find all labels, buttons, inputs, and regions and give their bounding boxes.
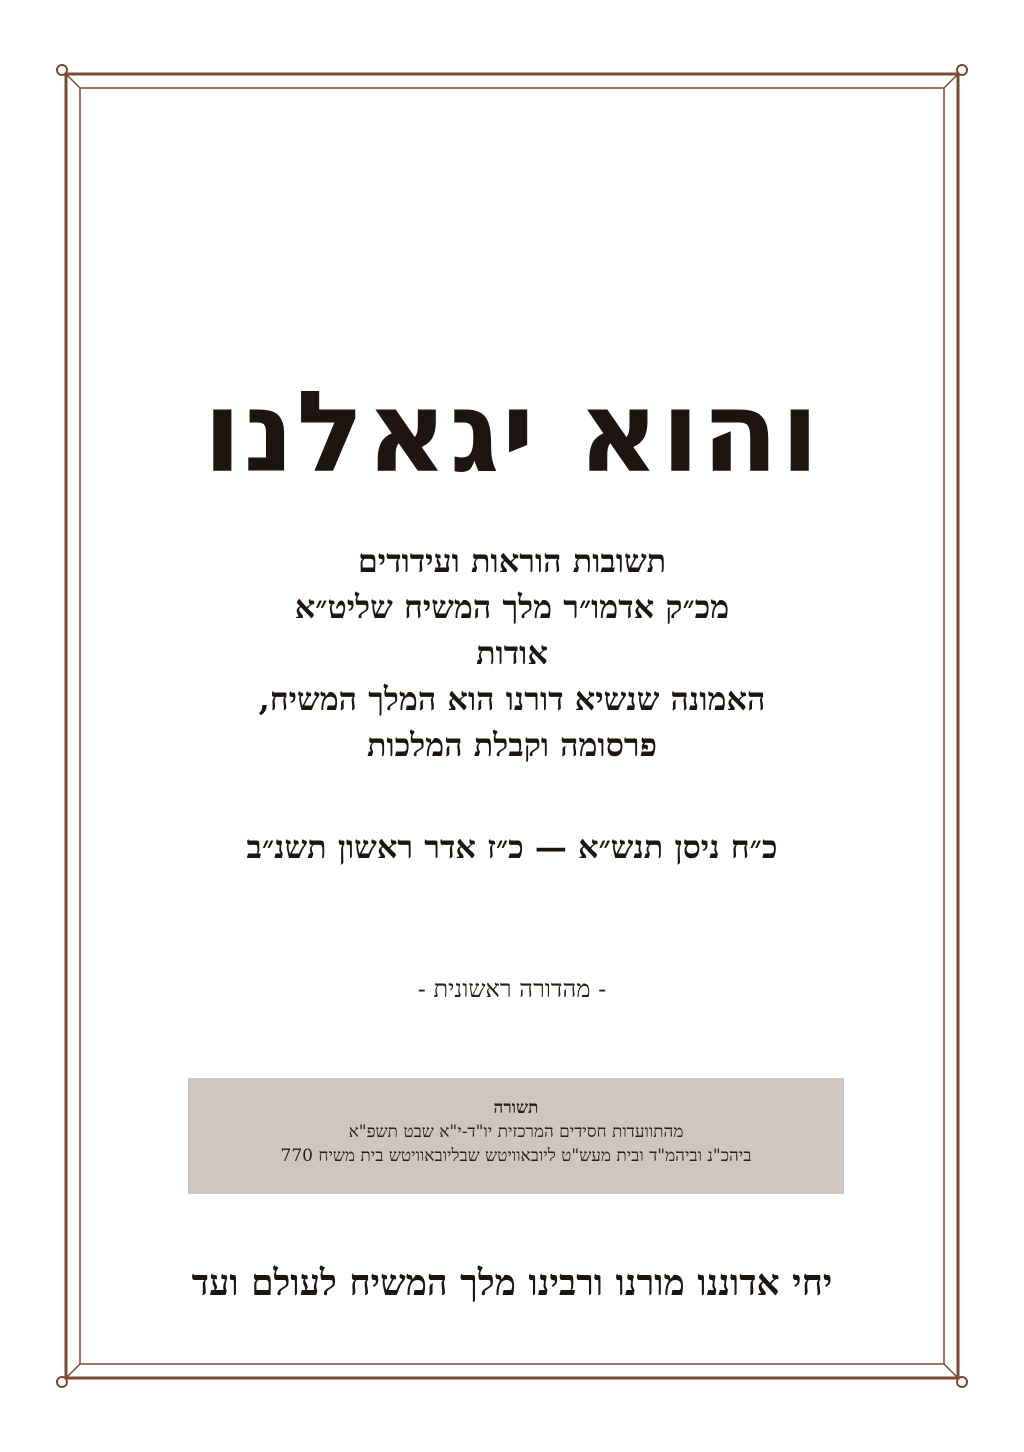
subtitle-block bbox=[110, 538, 914, 768]
dedication-box bbox=[188, 1078, 844, 1194]
subtitle-line: אודות bbox=[476, 634, 548, 672]
date-range: כ״ח ניסן תנש״א — כ״ז אדר ראשון תשנ״ב bbox=[246, 828, 778, 866]
dedication-heading: תשורה bbox=[493, 1098, 539, 1118]
book-title: והוא יגאלנו bbox=[203, 368, 821, 498]
subtitle-line: תשובות הוראות ועידודים bbox=[357, 542, 667, 580]
subtitle-line: האמונה שנשיא דורנו הוא המלך המשיח, bbox=[258, 680, 766, 718]
dedication-line: ביהכ"נ וביהמ"ד ובית מעש"ט ליובאוויטש שבליובאוויטש בית משיח 770 bbox=[280, 1146, 752, 1166]
footer-blessing: יחי אדוננו מורנו ורבינו מלך המשיח לעולם ועד bbox=[191, 1262, 833, 1304]
dedication-line: מהתוועדות חסידים המרכזית יו"ד-י"א שבט תשפ"א bbox=[348, 1122, 684, 1142]
subtitle-line: מכ״ק אדמו״ר מלך המשיח שליט״א bbox=[294, 588, 730, 626]
subtitle-line: פרסומה וקבלת המלכות bbox=[366, 726, 658, 764]
edition-label: - מהדורה ראשונית - bbox=[417, 975, 607, 1003]
